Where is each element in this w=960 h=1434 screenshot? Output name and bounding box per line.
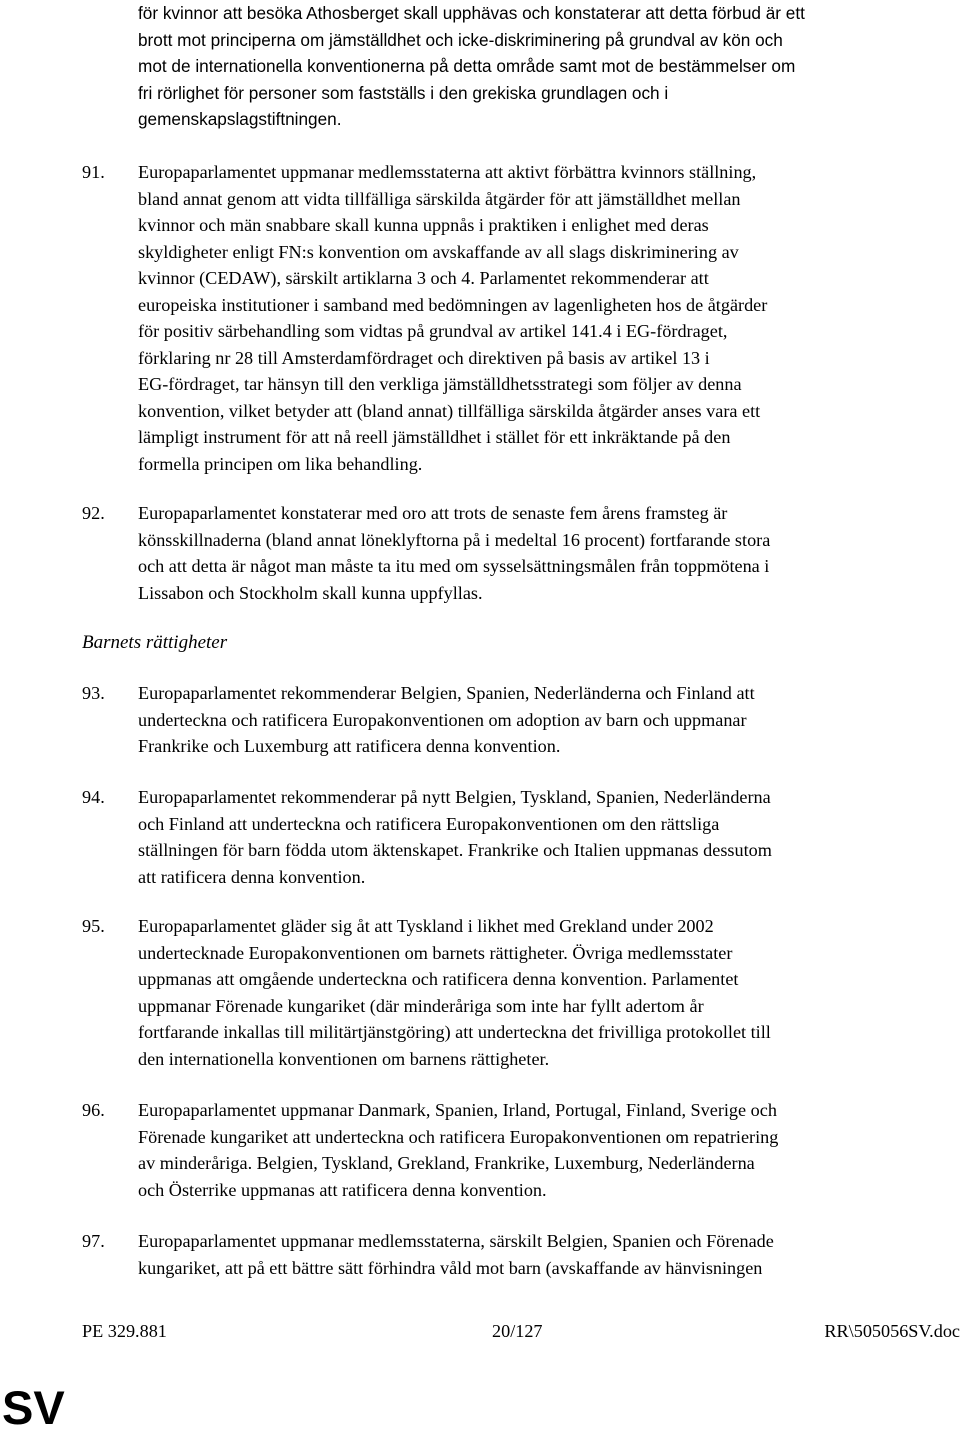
text-line: uppmanar Förenade kungariket (där minderåriga som inte har fyllt adertom år: [138, 995, 704, 1016]
text-line: bland annat genom att vidta tillfälliga särskilda åtgärder för att jämställdhet mellan: [138, 188, 741, 209]
text-line: Frankrike och Luxemburg att ratificera denna konvention.: [138, 736, 561, 756]
paragraph-number: 92.: [82, 503, 105, 523]
text-line: Förenade kungariket att underteckna och ratificera Europakonventionen om repatriering: [138, 1126, 779, 1147]
text-line: Europaparlamentet uppmanar medlemsstaterna att aktivt förbättra kvinnors ställning,: [138, 162, 757, 182]
paragraph-number: 91.: [82, 162, 105, 182]
text-line: kungariket, att på ett bättre sätt förhindra våld mot barn (avskaffande av hänvisningen: [138, 1257, 763, 1278]
text-line: för kvinnor att besöka Athosberget skall upphävas och konstaterar att detta förbud är ett: [138, 3, 805, 23]
text-line: av minderåriga. Belgien, Tyskland, Grekland, Frankrike, Luxemburg, Nederländerna: [138, 1153, 755, 1173]
text-line: fri rörlighet för personer som fastställs i den grekiska grundlagen och i: [138, 82, 669, 103]
text-line: fortfarande inkallas till militärtjänstgöring) att underteckna det frivilliga protokollet till: [138, 1022, 771, 1042]
text-line: konvention, vilket betyder att (bland annat) tillfälliga särskilda åtgärder anses vara ett: [138, 400, 761, 421]
text-line: Europaparlamentet konstaterar med oro att trots de senaste fem årens framsteg är: [138, 503, 728, 523]
paragraph-95: [138, 913, 960, 1072]
page-number: 20/127: [492, 1321, 543, 1341]
paragraph-number: 96.: [82, 1100, 105, 1120]
section-heading: Barnets rättigheter: [82, 632, 228, 653]
text-line: könsskillnaderna (bland annat löneklyftorna på i medeltal 16 procent) fortfarande stora: [138, 529, 771, 550]
text-line: mot de internationella konventionerna på detta område samt mot de bestämmelser om: [138, 56, 796, 76]
text-line: Lissabon och Stockholm skall kunna uppfyllas.: [138, 582, 483, 603]
text-line: för positiv särbehandling som vidtas på grundval av artikel 141.4 i EG-fördraget,: [138, 321, 728, 341]
paragraph-97: [138, 1228, 960, 1281]
intro-paragraph: [138, 0, 960, 133]
paragraph-number: 93.: [82, 683, 105, 703]
paragraph-96: [138, 1097, 960, 1203]
paragraph-number: 94.: [82, 787, 105, 807]
paragraph-94: [138, 784, 960, 890]
text-line: Europaparlamentet rekommenderar på nytt Belgien, Tyskland, Spanien, Nederländerna: [138, 787, 771, 807]
text-line: ställningen för barn födda utom äktenskapet. Frankrike och Italien uppmanas dessutom: [138, 840, 772, 860]
text-line: kvinnor och män snabbare skall kunna uppnås i praktiken i enlighet med deras: [138, 215, 709, 235]
paragraph-93: [138, 680, 960, 760]
language-code: SV: [2, 1381, 65, 1434]
text-line: skyldigheter enligt FN:s konvention om avskaffande av all slags diskriminering av: [138, 241, 739, 262]
text-line: uppmanas att omgående underteckna och ratificera denna konvention. Parlamentet: [138, 969, 739, 989]
paragraph-number: 95.: [82, 916, 105, 936]
text-line: formella principen om lika behandling.: [138, 453, 423, 474]
text-line: kvinnor (CEDAW), särskilt artiklarna 3 och 4. Parlamentet rekommenderar att: [138, 268, 709, 288]
text-line: undertecknade Europakonventionen om barnets rättigheter. Övriga medlemsstater: [138, 942, 733, 963]
text-line: förklaring nr 28 till Amsterdamfördraget och direktiven på basis av artikel 13 i: [138, 347, 710, 368]
text-line: brott mot principerna om jämställdhet och icke-diskriminering på grundval av kön och: [138, 29, 783, 50]
text-line: europeiska institutioner i samband med bedömningen av lagenligheten hos de åtgärder: [138, 294, 768, 315]
text-line: Europaparlamentet uppmanar Danmark, Spanien, Irland, Portugal, Finland, Sverige och: [138, 1100, 777, 1120]
text-line: gemenskapslagstiftningen.: [138, 109, 342, 129]
paragraph-number: 97.: [82, 1231, 105, 1251]
paragraph-92: [138, 500, 960, 606]
text-line: lämpligt instrument för att nå reell jämställdhet i stället för ett inkräktande på den: [138, 427, 731, 447]
text-line: den internationella konventionen om barnens rättigheter.: [138, 1048, 550, 1069]
text-line: EG-fördraget, tar hänsyn till den verkliga jämställdhetsstrategi som följer av denna: [138, 374, 742, 394]
text-line: och Österrike uppmanas att ratificera denna konvention.: [138, 1179, 547, 1200]
text-line: och att detta är något man måste ta itu med om sysselsättningsmålen från toppmötena i: [138, 556, 770, 576]
paragraph-91: [138, 159, 960, 477]
text-line: Europaparlamentet uppmanar medlemsstaterna, särskilt Belgien, Spanien och Förenade: [138, 1231, 774, 1251]
document-reference: PE 329.881: [82, 1321, 167, 1341]
text-line: Europaparlamentet rekommenderar Belgien, Spanien, Nederländerna och Finland att: [138, 683, 755, 703]
text-line: Europaparlamentet gläder sig åt att Tyskland i likhet med Grekland under 2002: [138, 916, 714, 936]
text-line: underteckna och ratificera Europakonventionen om adoption av barn och uppmanar: [138, 709, 747, 730]
file-name: RR\505056SV.doc: [824, 1321, 960, 1341]
text-line: och Finland att underteckna och ratificera Europakonventionen om den rättsliga: [138, 813, 720, 834]
page-footer: [82, 1318, 960, 1344]
text-line: att ratificera denna konvention.: [138, 866, 366, 887]
